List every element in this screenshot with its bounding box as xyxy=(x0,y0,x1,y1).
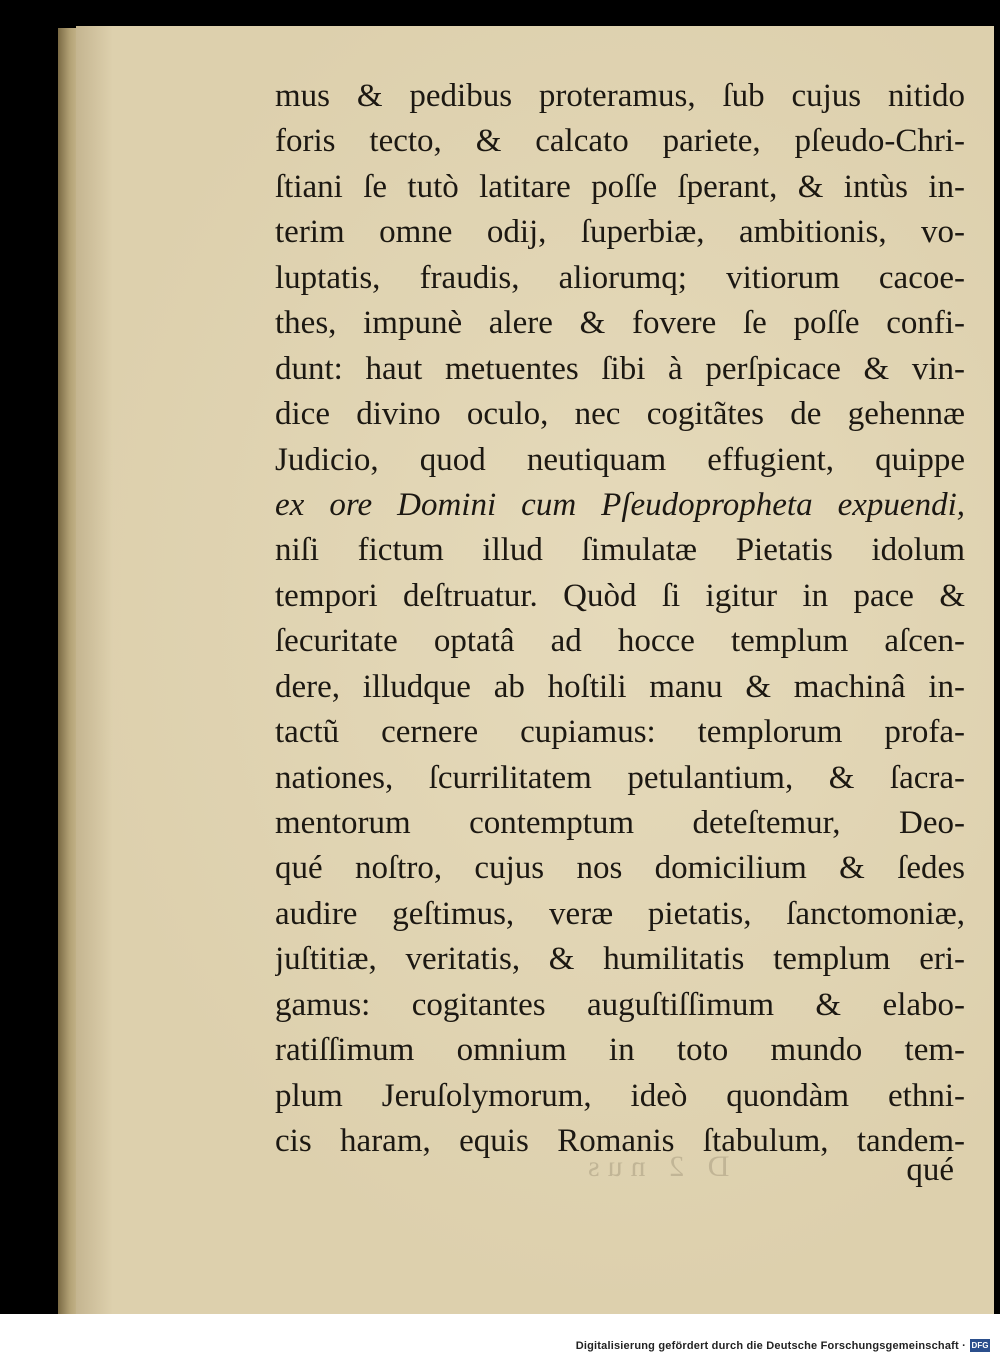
text-line: plum Jeruſolymorum, ideò quondàm ethni- xyxy=(275,1077,965,1114)
text-line: tempori deſtruatur. Quòd ſi igitur in pace & xyxy=(275,577,965,614)
text-line: thes, impunè alere & fovere ſe poſſe confi- xyxy=(275,305,965,342)
text-line: terim omne odij, ſuperbiæ, ambitionis, vo- xyxy=(275,214,965,251)
text-line: Judicio, quod neutiquam effugient, quippe xyxy=(275,441,965,478)
text-line: qué noſtro, cujus nos domicilium & ſedes xyxy=(275,850,965,887)
catchword: qué xyxy=(906,1152,954,1188)
dfg-logo-icon: DFG xyxy=(971,1341,989,1350)
text-line: luptatis, fraudis, aliorumq; vitiorum cacoe- xyxy=(275,259,965,296)
text-line: dere, illudque ab hoſtili manu & machinâ in- xyxy=(275,668,965,705)
text-line: cis haram, equis Romanis ſtabulum, tandem- xyxy=(275,1123,965,1160)
text-line: ratiſſimum omnium in toto mundo tem- xyxy=(275,1032,965,1069)
text-line: niſi fictum illud ſimulatæ Pietatis idolum xyxy=(275,532,965,569)
text-line: foris tecto, & calcato pariete, pſeudo-Chri- xyxy=(275,123,965,160)
text-line: mentorum contemptum deteſtemur, Deo- xyxy=(275,805,965,841)
text-line: ſecuritate optatâ ad hocce templum aſcen- xyxy=(275,623,965,660)
text-line: mus & pedibus proteramus, ſub cujus nitido xyxy=(275,78,965,114)
text-line: juſtitiæ, veritatis, & humilitatis templum eri- xyxy=(275,941,965,978)
text-line: nationes, ſcurrilitatem petulantium, & ſacra- xyxy=(275,759,965,796)
digitization-credit: Digitalisierung gefördert durch die Deutsche Forschungsgemeinschaft · xyxy=(575,1340,966,1352)
text-line: ſtiani ſe tutò latitare poſſe ſperant, & intùs in- xyxy=(275,168,965,205)
show-through-text: D 2 nus xyxy=(580,1150,730,1183)
text-line: audire geſtimus, veræ pietatis, ſanctomoniæ, xyxy=(275,895,965,932)
text-line: dunt: haut metuentes ſibi à perſpicace & vin- xyxy=(275,350,965,387)
text-line: gamus: cogitantes auguſtiſſimum & elabo- xyxy=(275,986,965,1023)
text-line-italic: ex ore Domini cum Pſeudopropheta expuendi, xyxy=(275,486,965,523)
text-line: tactũ cernere cupiamus: templorum profa- xyxy=(275,714,965,751)
text-line: dice divino oculo, nec cogitãtes de gehennæ xyxy=(275,396,965,433)
page-text-block xyxy=(275,74,965,1165)
